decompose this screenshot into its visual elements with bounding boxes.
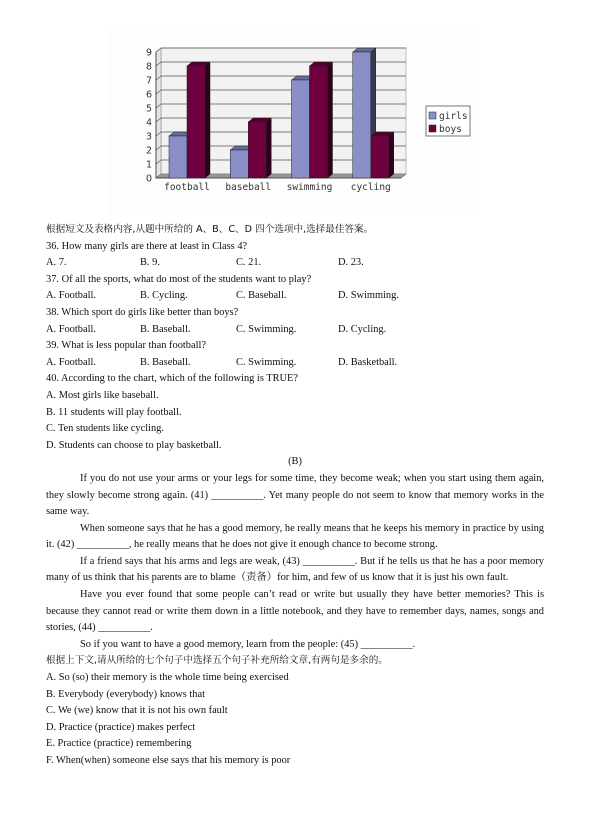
- option-a[interactable]: A. Football.: [46, 290, 96, 302]
- option-b[interactable]: B. Baseball.: [140, 323, 191, 335]
- y-tick-label: 2: [145, 145, 152, 157]
- legend-swatch-girls: [429, 112, 436, 119]
- choice-f[interactable]: F. When(when) someone else says that his memory is poor: [46, 755, 291, 766]
- x-tick-label: football: [164, 182, 210, 193]
- option-c[interactable]: C. Ten students like cycling.: [46, 423, 164, 435]
- bar-boys-swimming: [310, 66, 328, 178]
- legend-label-boys: boys: [439, 124, 462, 135]
- option-d[interactable]: D. Basketball.: [338, 356, 398, 368]
- x-tick-label: swimming: [286, 182, 333, 193]
- y-tick-label: 9: [145, 47, 152, 59]
- passage-paragraph-3: If a friend says that his arms and legs are weak, (43) __________. But if he tells us that he has a poor memory many of us think that his parents are to blame（责备）for him, and few of us know that it is just his own fault.: [46, 555, 544, 584]
- bar-side-boys-swimming: [328, 62, 333, 178]
- option-a[interactable]: A. 7.: [46, 257, 67, 269]
- option-c[interactable]: C. Baseball.: [236, 290, 287, 302]
- question-stem: 40. According to the chart, which of the following is TRUE?: [46, 373, 299, 385]
- bar-side-boys-baseball: [266, 118, 271, 178]
- choice-d[interactable]: D. Practice (practice) makes perfect: [46, 721, 196, 733]
- bar-girls-baseball: [230, 150, 248, 178]
- option-b[interactable]: B. 9.: [140, 257, 160, 269]
- option-b[interactable]: B. Baseball.: [140, 356, 191, 368]
- options-row: [46, 255, 544, 272]
- legend-label-girls: girls: [439, 111, 468, 122]
- option-d[interactable]: D. 23.: [338, 257, 364, 269]
- passage-paragraph-4: Have you ever found that some people can’t read or write but usually they have better memories? This is because they cannot read or write them down in a little notebook, and they have to remember days, names, songs and stories, (44) __________.: [46, 589, 544, 634]
- bar-side-boys-football: [205, 62, 210, 178]
- passage-paragraph-2: When someone says that he has a good memory, he really means that he keeps his memory in practice by using it. (42) __________, he really means that he does not give it enough chance to become strong.: [46, 522, 544, 551]
- question-stem: 37. Of all the sports, what do most of the students want to play?: [46, 273, 312, 285]
- passage-paragraph-5: So if you want to have a good memory, learn from the people: (45) __________.: [80, 638, 416, 650]
- question-stem: 39. What is less popular than football?: [46, 340, 206, 352]
- question-stem: 38. Which sport do girls like better than boys?: [46, 306, 239, 318]
- bar-chart-svg: [108, 30, 480, 216]
- worksheet: [46, 222, 544, 770]
- options-row: [46, 322, 544, 339]
- choice-b[interactable]: B. Everybody (everybody) knows that: [46, 688, 205, 700]
- y-tick-label: 3: [145, 131, 152, 143]
- options-row: [46, 355, 544, 372]
- option-c[interactable]: C. Swimming.: [236, 323, 297, 335]
- passage-paragraph-1: If you do not use your arms or your legs for some time, they become weak; when you start using them again, they slowly become strong again. (41) __________. Yet many people do not seem to know that memory works in the same way.: [46, 472, 544, 518]
- question-stem: 36. How many girls are there at least in Class 4?: [46, 240, 248, 252]
- bar-boys-cycling: [371, 136, 389, 178]
- section-a-instruction: 根据短文及表格内容,从题中所给的 A、B、C、D 四个选项中,选择最佳答案。: [46, 224, 374, 235]
- x-tick-label: cycling: [350, 182, 391, 193]
- option-c[interactable]: C. 21.: [236, 257, 262, 269]
- question-37: [46, 272, 544, 305]
- option-c[interactable]: C. Swimming.: [236, 356, 297, 368]
- bar-girls-football: [169, 136, 187, 178]
- option-b[interactable]: B. 11 students will play football.: [46, 406, 182, 418]
- y-tick-label: 4: [145, 117, 152, 129]
- bar-boys-football: [187, 66, 205, 178]
- option-d[interactable]: D. Cycling.: [338, 323, 387, 335]
- section-b-heading: (B): [288, 456, 302, 468]
- option-d[interactable]: D. Students can choose to play basketball.: [46, 439, 222, 451]
- question-40: [46, 371, 544, 454]
- option-a[interactable]: A. Football.: [46, 356, 96, 368]
- choice-a[interactable]: A. So (so) their memory is the whole time being exercised: [46, 672, 289, 684]
- bar-girls-swimming: [292, 80, 310, 178]
- y-tick-label: 1: [145, 159, 152, 171]
- bar-boys-baseball: [248, 122, 266, 178]
- question-38: [46, 305, 544, 338]
- bar-side-boys-cycling: [389, 132, 394, 178]
- section-b-instruction: 根据上下文,请从所给的七个句子中选择五个句子补充所给文章,有两句是多余的。: [46, 655, 388, 667]
- y-tick-label: 7: [145, 75, 152, 87]
- option-b[interactable]: B. Cycling.: [140, 290, 188, 302]
- option-a[interactable]: A. Football.: [46, 323, 96, 335]
- x-tick-label: baseball: [225, 182, 272, 193]
- y-tick-label: 8: [145, 61, 152, 73]
- question-36: [46, 239, 544, 272]
- sports-chart: [108, 30, 480, 216]
- bar-girls-cycling: [353, 52, 371, 178]
- legend-swatch-boys: [429, 125, 436, 132]
- question-39: [46, 338, 544, 371]
- choice-e[interactable]: E. Practice (practice) remembering: [46, 738, 192, 750]
- y-tick-label: 6: [145, 89, 152, 101]
- y-tick-label: 5: [145, 103, 152, 115]
- option-a[interactable]: A. Most girls like baseball.: [46, 389, 159, 401]
- choice-c[interactable]: C. We (we) know that it is not his own fault: [46, 705, 228, 717]
- y-tick-label: 0: [145, 173, 152, 185]
- plot-side-wall: [156, 48, 161, 178]
- options-row: [46, 288, 544, 305]
- option-d[interactable]: D. Swimming.: [338, 290, 399, 302]
